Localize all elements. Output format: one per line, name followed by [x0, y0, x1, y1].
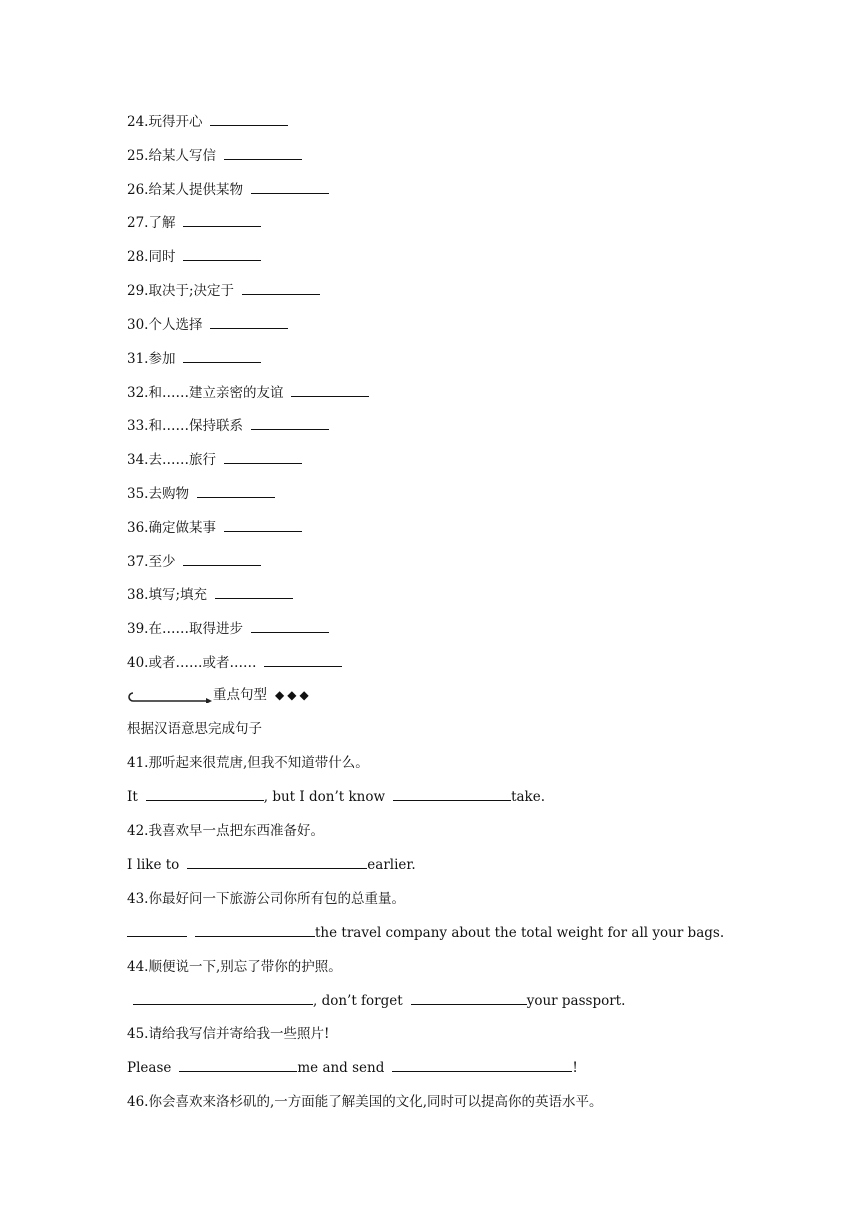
- phrase-item: [127, 214, 261, 232]
- answer-blank[interactable]: [183, 248, 261, 261]
- phrase-item: [127, 654, 342, 672]
- question-cn: 44.顺便说一下,别忘了带你的护照。: [127, 959, 342, 975]
- item-text: 和……建立亲密的友谊: [148, 385, 284, 401]
- answer-blank[interactable]: [183, 553, 261, 566]
- item-text: 给某人写信: [148, 148, 216, 164]
- answer-blank[interactable]: [210, 113, 288, 126]
- answer-blank[interactable]: [210, 316, 288, 329]
- diamond-decoration: ◆◆◆: [275, 688, 312, 702]
- arrow-hook-icon: [127, 690, 213, 702]
- phrase-item: [127, 350, 261, 368]
- item-number: 29.: [127, 283, 149, 299]
- phrase-item: [127, 586, 293, 604]
- phrase-item: [127, 620, 329, 638]
- answer-blank[interactable]: [183, 350, 261, 363]
- section-title: 重点句型: [213, 687, 267, 703]
- phrase-item: [127, 316, 288, 334]
- answer-blank[interactable]: [179, 1059, 297, 1072]
- item-text: 了解: [148, 215, 176, 231]
- item-number: 27.: [127, 215, 149, 231]
- en-text: the travel company about the total weight for all your bags.: [315, 925, 725, 941]
- answer-blank[interactable]: [127, 924, 187, 937]
- answer-blank[interactable]: [251, 620, 329, 633]
- phrase-item: [127, 519, 302, 537]
- answer-blank[interactable]: [146, 788, 264, 801]
- section-header: [127, 686, 312, 704]
- answer-blank[interactable]: [411, 992, 527, 1005]
- item-number: 32.: [127, 385, 149, 401]
- answer-blank[interactable]: [197, 485, 275, 498]
- answer-blank[interactable]: [392, 1059, 572, 1072]
- phrase-item: [127, 147, 302, 165]
- question-cn: 46.你会喜欢来洛杉矶的,一方面能了解美国的文化,同时可以提高你的英语水平。: [127, 1094, 603, 1110]
- item-number: 40.: [127, 655, 149, 671]
- phrase-item: [127, 181, 329, 199]
- item-number: 25.: [127, 148, 149, 164]
- phrase-item: [127, 485, 275, 503]
- en-text: It: [127, 789, 138, 805]
- answer-blank[interactable]: [133, 992, 313, 1005]
- phrase-item: [127, 553, 261, 571]
- item-text: 去……旅行: [148, 452, 216, 468]
- en-text: earlier.: [367, 857, 416, 873]
- answer-blank[interactable]: [215, 586, 293, 599]
- item-text: 取决于;决定于: [148, 283, 235, 299]
- phrase-item: [127, 451, 302, 469]
- item-number: 38.: [127, 587, 149, 603]
- item-text: 或者……或者……: [148, 655, 257, 671]
- item-text: 在……取得进步: [148, 621, 243, 637]
- item-text: 填写;填充: [148, 587, 208, 603]
- item-number: 34.: [127, 452, 149, 468]
- answer-blank[interactable]: [187, 856, 367, 869]
- item-number: 28.: [127, 249, 149, 265]
- answer-blank[interactable]: [251, 181, 329, 194]
- item-number: 37.: [127, 554, 149, 570]
- question-en: [127, 924, 724, 942]
- answer-blank[interactable]: [195, 924, 315, 937]
- en-text: your passport.: [526, 993, 626, 1009]
- answer-blank[interactable]: [224, 519, 302, 532]
- item-number: 26.: [127, 182, 149, 198]
- item-number: 36.: [127, 520, 149, 536]
- en-text: me and send: [297, 1060, 385, 1076]
- phrase-item: [127, 417, 329, 435]
- phrase-item: [127, 384, 369, 402]
- answer-blank[interactable]: [393, 788, 511, 801]
- question-cn: 42.我喜欢早一点把东西准备好。: [127, 823, 324, 839]
- item-text: 给某人提供某物: [148, 182, 243, 198]
- answer-blank[interactable]: [242, 282, 320, 295]
- item-text: 玩得开心: [148, 114, 203, 130]
- answer-blank[interactable]: [264, 654, 342, 667]
- item-text: 参加: [148, 351, 176, 367]
- en-text: Please: [127, 1060, 172, 1076]
- item-text: 确定做某事: [148, 520, 216, 536]
- en-text: take.: [511, 789, 545, 805]
- item-number: 33.: [127, 418, 149, 434]
- answer-blank[interactable]: [183, 214, 261, 227]
- item-number: 31.: [127, 351, 149, 367]
- question-en: [127, 1059, 578, 1077]
- item-number: 35.: [127, 486, 149, 502]
- question-en: [133, 992, 625, 1010]
- en-text: , but I don’t know: [263, 789, 386, 805]
- en-text: , don’t forget: [313, 993, 403, 1009]
- question-cn: 43.你最好问一下旅游公司你所有包的总重量。: [127, 891, 405, 907]
- item-number: 24.: [127, 114, 149, 130]
- item-number: 30.: [127, 317, 149, 333]
- item-number: 39.: [127, 621, 149, 637]
- item-text: 同时: [148, 249, 176, 265]
- item-text: 个人选择: [148, 317, 203, 333]
- en-text: !: [572, 1060, 578, 1076]
- phrase-item: [127, 113, 288, 131]
- phrase-item: [127, 282, 320, 300]
- item-text: 至少: [148, 554, 176, 570]
- question-en: [127, 856, 416, 874]
- answer-blank[interactable]: [251, 417, 329, 430]
- phrase-item: [127, 248, 261, 266]
- item-text: 去购物: [148, 486, 189, 502]
- answer-blank[interactable]: [224, 451, 302, 464]
- en-text: I like to: [127, 857, 180, 873]
- question-cn: 41.那听起来很荒唐,但我不知道带什么。: [127, 755, 369, 771]
- question-cn: 45.请给我写信并寄给我一些照片!: [127, 1026, 330, 1042]
- answer-blank[interactable]: [291, 384, 369, 397]
- section-instruction: 根据汉语意思完成句子: [127, 721, 262, 737]
- item-text: 和……保持联系: [148, 418, 243, 434]
- answer-blank[interactable]: [224, 147, 302, 160]
- question-en: [127, 788, 545, 806]
